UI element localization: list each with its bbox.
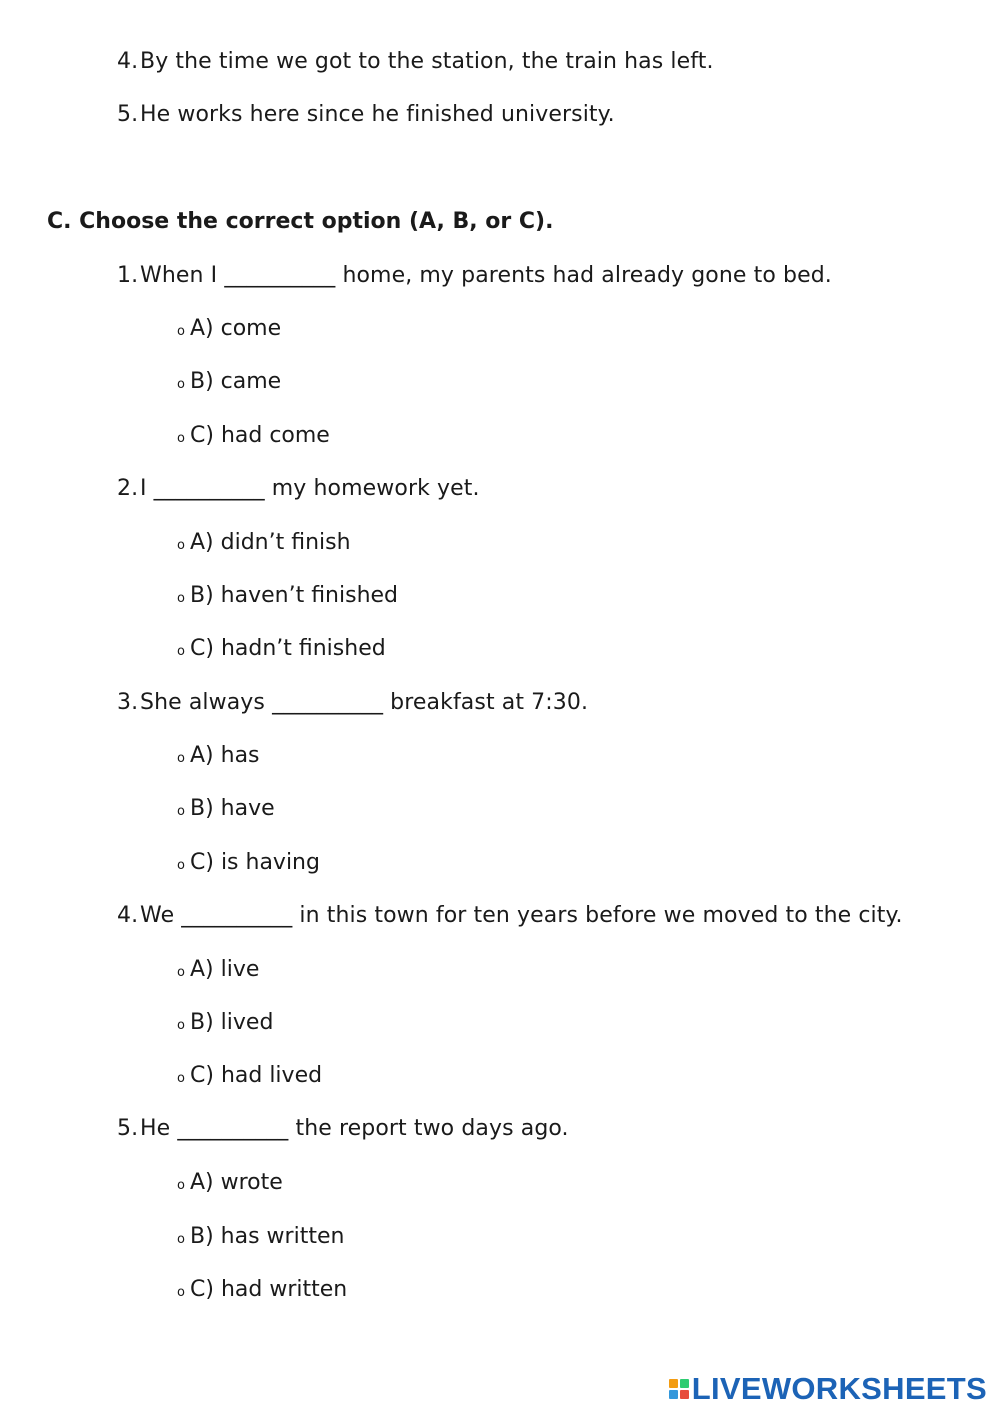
bullet-icon: o [177,858,185,873]
bullet-icon: o [177,431,185,446]
option-5a[interactable] [177,1168,283,1201]
option-1c[interactable] [177,421,330,454]
option-5b[interactable] [177,1222,344,1255]
option-4c[interactable] [177,1061,322,1094]
sentence-b5 [117,100,615,130]
option-label: C) is having [190,850,320,875]
sentence-text: He works here since he finished university. [140,102,615,127]
option-3b[interactable] [177,794,275,827]
bullet-icon: o [177,1018,185,1033]
bullet-icon: o [177,591,185,606]
option-4b[interactable] [177,1008,273,1041]
question-2 [117,474,480,504]
question-text: When I __________ home, my parents had already gone to bed. [140,263,832,288]
bullet-icon: o [177,965,185,980]
logo-grid-icon [669,1379,689,1399]
question-text: She always __________ breakfast at 7:30. [140,690,589,715]
question-number: 5. [117,1116,139,1141]
question-number: 1. [117,263,139,288]
option-label: A) wrote [190,1170,283,1195]
option-label: B) has written [190,1224,345,1249]
option-label: C) had come [190,423,330,448]
question-text: He __________ the report two days ago. [140,1116,569,1141]
option-5c[interactable] [177,1275,347,1308]
liveworksheets-logo [669,1372,987,1406]
question-3 [117,688,588,718]
option-label: A) come [190,316,282,341]
option-label: A) has [190,743,260,768]
option-label: C) hadn’t finished [190,636,386,661]
bullet-icon: o [177,324,185,339]
bullet-icon: o [177,1285,185,1300]
option-label: B) came [190,369,282,394]
option-label: B) lived [190,1010,274,1035]
logo-square-3 [669,1390,678,1399]
bullet-icon: o [177,1071,185,1086]
option-2c[interactable] [177,634,386,667]
option-label: B) haven’t finished [190,583,399,608]
question-number: 3. [117,690,139,715]
question-1 [117,261,832,291]
logo-square-4 [680,1390,689,1399]
question-number: 2. [117,476,139,501]
logo-square-2 [680,1379,689,1388]
option-1a[interactable] [177,314,281,347]
bullet-icon: o [177,644,185,659]
option-label: A) live [190,957,260,982]
bullet-icon: o [177,377,185,392]
item-number: 4. [117,49,139,74]
bullet-icon: o [177,751,185,766]
option-2b[interactable] [177,581,398,614]
option-1b[interactable] [177,367,281,400]
section-c-heading: C. Choose the correct option (A, B, or C). [47,209,554,234]
option-label: A) didn’t finish [190,530,351,555]
sentence-text: By the time we got to the station, the train has left. [140,49,714,74]
question-number: 4. [117,903,139,928]
bullet-icon: o [177,804,185,819]
question-4 [117,901,903,931]
item-number: 5. [117,102,139,127]
logo-text: LIVEWORKSHEETS [691,1371,987,1406]
question-text: I __________ my homework yet. [140,476,480,501]
option-2a[interactable] [177,528,351,561]
bullet-icon: o [177,1178,185,1193]
option-label: B) have [190,796,275,821]
option-label: C) had written [190,1277,348,1302]
bullet-icon: o [177,538,185,553]
option-3a[interactable] [177,741,260,774]
question-5 [117,1114,569,1144]
option-4a[interactable] [177,955,259,988]
option-3c[interactable] [177,848,320,881]
bullet-icon: o [177,1232,185,1247]
question-text: We __________ in this town for ten years before we moved to the city. [140,903,903,928]
sentence-b4 [117,47,714,77]
logo-square-1 [669,1379,678,1388]
option-label: C) had lived [190,1063,323,1088]
